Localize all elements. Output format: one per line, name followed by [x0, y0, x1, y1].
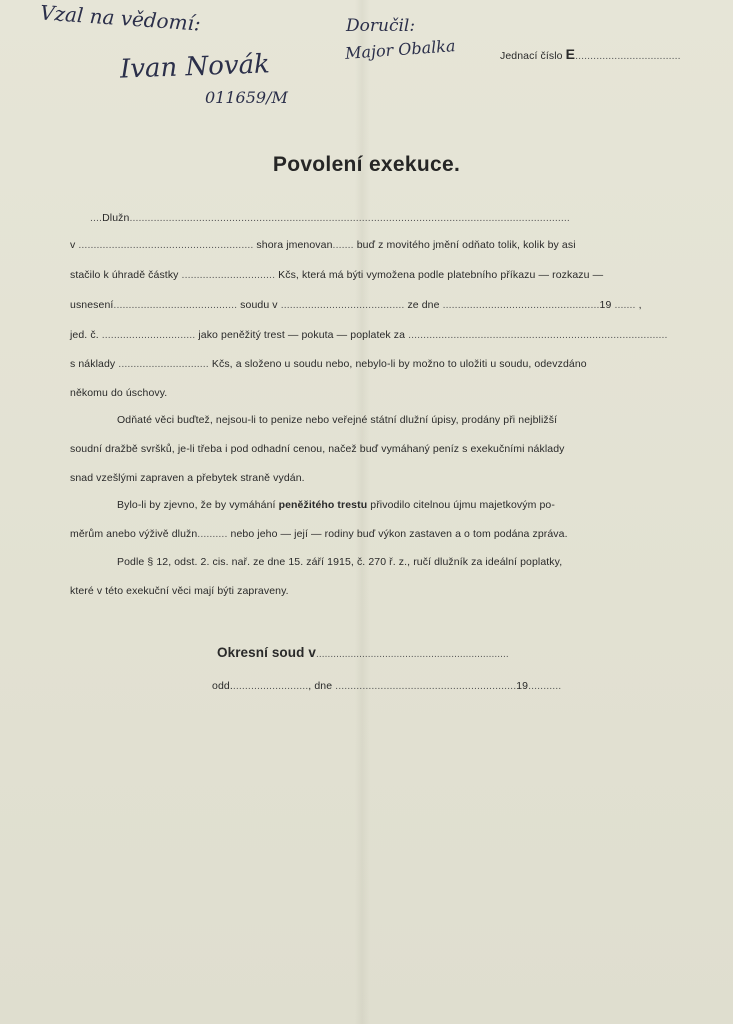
handwritten-signature: Ivan Novák: [119, 49, 271, 85]
debtor-line: ....Dlužn..................................................................................................................................................: [90, 212, 570, 224]
form-line-6: s náklady .............................. Kčs, a složeno u soudu nebo, nebylo-li by možno to uložiti u soudu, odevzdáno: [70, 358, 587, 370]
court-line: Okresní soud v...................................................................: [217, 645, 509, 660]
document-title: Povolení exekuce.: [272, 153, 461, 176]
reference-number: Jednací číslo E...................................: [500, 46, 681, 62]
date-line: odd.........................., dne ............................................................19...........: [212, 680, 562, 692]
handwritten-delivered-name: Major Obalka: [344, 36, 457, 63]
paragraph-2-line-3: snad vzešlými zapraven a přebytek straně vydán.: [70, 472, 305, 484]
form-line-7: někomu do úschovy.: [70, 387, 168, 399]
form-line-5: jed. č. ............................... jako peněžitý trest — pokuta — poplatek za ......................................................................................: [70, 329, 668, 341]
paragraph-3-line-2: měrům anebo výživě dlužn.......... nebo jeho — její — rodiny buď výkon zastaven a o tom podána zpráva.: [70, 528, 568, 540]
paragraph-3-line-1: Bylo-li by zjevno, že by vymáhání peněžitého trestu přivodilo citelnou újmu majetkovým po-: [117, 499, 555, 511]
form-line-3: stačilo k úhradě částky ............................... Kčs, která má býti vymožena podle platebního příkazu — rozkazu —: [70, 269, 604, 281]
paragraph-2-line-1: Odňaté věci buďtež, nejsou-li to penize nebo veřejné státní dlužní úpisy, prodány při nejbližší: [117, 414, 558, 426]
handwritten-delivered-label: Doručil:: [346, 16, 416, 36]
form-line-2: v .......................................................... shora jmenovan....... buď z movitého jmění odňato tolik, kolik by asi: [70, 239, 576, 251]
paragraph-4-line-1: Podle § 12, odst. 2. cis. nař. ze dne 15. září 1915, č. 270 ř. z., ručí dlužník za ideální poplatky,: [117, 556, 563, 568]
paragraph-2-line-2: soudní dražbě svršků, je-li třeba i pod odhadní cenou, načež buď vymáhaný peníz s exekučními náklady: [70, 443, 565, 455]
form-line-4: usnesení......................................... soudu v ......................................... ze dne ....................................................19 ....... ,: [70, 299, 642, 311]
reference-label: Jednací číslo: [500, 50, 563, 62]
handwritten-received: Vzal na vědomí:: [39, 0, 202, 36]
reference-letter: E: [565, 46, 576, 62]
paragraph-4-line-2: které v této exekuční věci mají býti zapraveny.: [70, 585, 289, 597]
handwritten-number: 011659/M: [205, 88, 288, 107]
